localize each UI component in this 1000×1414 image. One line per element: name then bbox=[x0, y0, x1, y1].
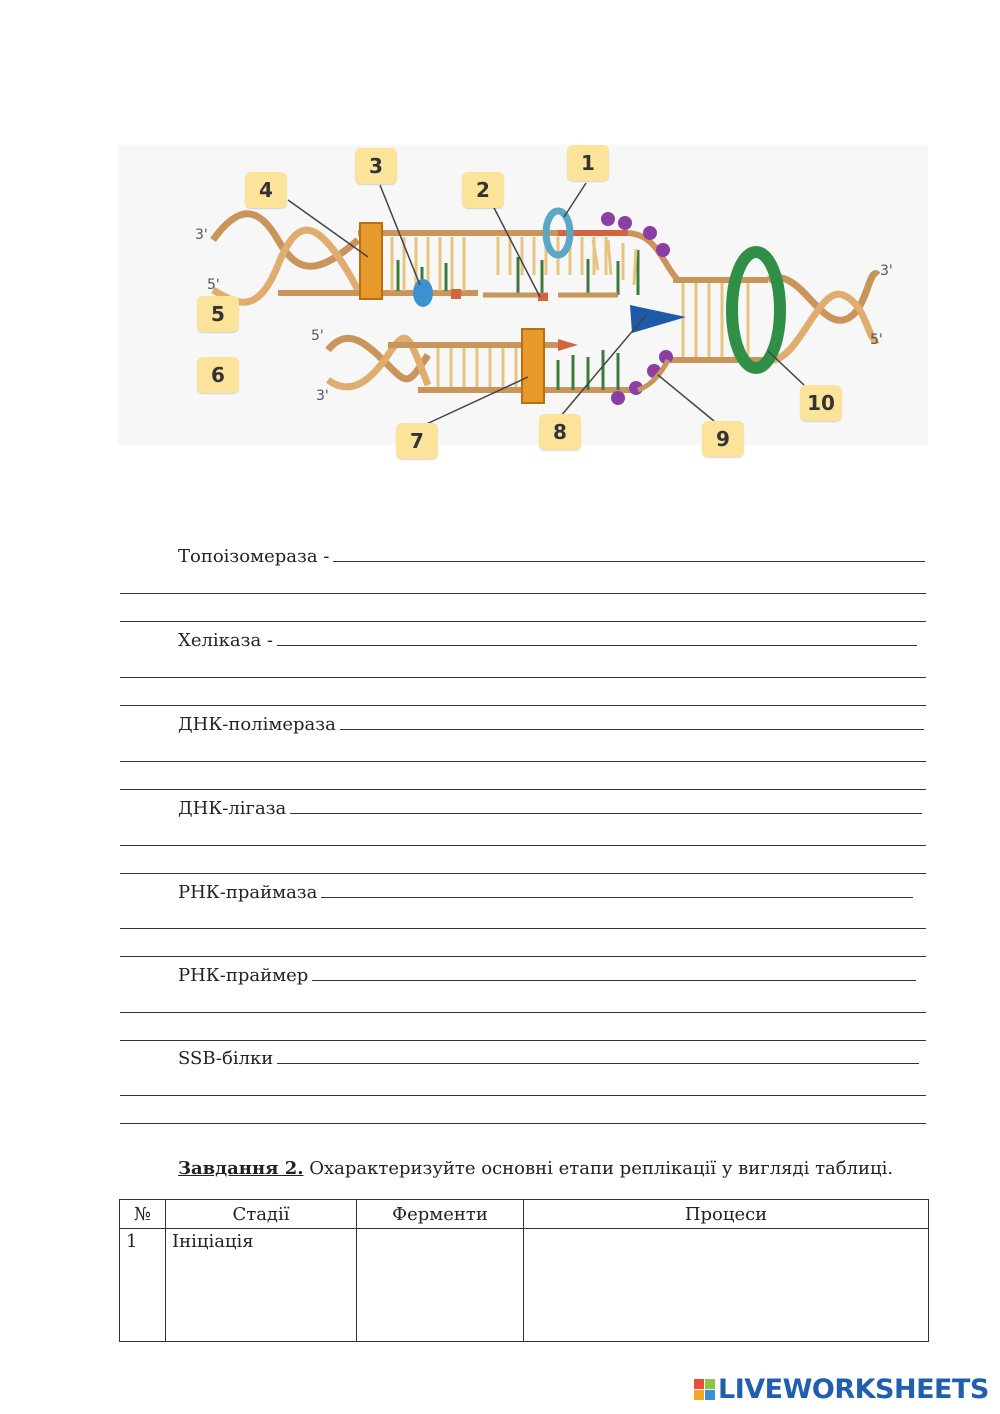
cell-processes[interactable] bbox=[524, 1229, 929, 1342]
answer-blank[interactable] bbox=[277, 1063, 919, 1064]
label-1: 1 bbox=[567, 145, 609, 181]
term-ssb-proteins bbox=[178, 1048, 919, 1069]
cell-stage: Ініціація bbox=[166, 1229, 357, 1342]
end-label-3-bottom-left: 3' bbox=[316, 388, 329, 404]
task-2-text: Охарактеризуйте основні етапи реплікації у вигляді таблиці. bbox=[303, 1158, 894, 1179]
end-label-5-top-left: 5' bbox=[207, 277, 220, 293]
term-rna-primer bbox=[178, 965, 916, 986]
answer-line[interactable] bbox=[120, 677, 926, 678]
term-label: Топоізомераза - bbox=[178, 546, 330, 567]
col-header-processes: Процеси bbox=[524, 1200, 929, 1229]
answer-line[interactable] bbox=[120, 1012, 926, 1013]
label-9: 9 bbox=[702, 421, 744, 457]
logo-mark-icon bbox=[694, 1379, 715, 1400]
end-label-5-right: 5' bbox=[870, 332, 883, 348]
task-2-heading: Завдання 2. bbox=[178, 1158, 304, 1179]
term-topoisomerase bbox=[178, 546, 925, 567]
term-label: РНК-праймаза bbox=[178, 882, 318, 903]
term-label: ДНК-полімераза bbox=[178, 714, 336, 735]
logo-text: LIVEWORKSHEETS bbox=[718, 1374, 989, 1405]
end-label-3-right: 3' bbox=[880, 263, 893, 279]
label-2: 2 bbox=[462, 172, 504, 208]
answer-blank[interactable] bbox=[290, 813, 922, 814]
term-label: SSB-білки bbox=[178, 1048, 274, 1069]
label-7: 7 bbox=[396, 423, 438, 459]
cell-number: 1 bbox=[120, 1229, 166, 1342]
label-4: 4 bbox=[245, 172, 287, 208]
answer-line[interactable] bbox=[120, 705, 926, 706]
answer-blank[interactable] bbox=[277, 645, 917, 646]
label-5: 5 bbox=[197, 296, 239, 332]
label-10: 10 bbox=[800, 385, 842, 421]
answer-line[interactable] bbox=[120, 1095, 926, 1096]
answer-blank[interactable] bbox=[321, 897, 913, 898]
dna-replication-diagram bbox=[118, 145, 928, 453]
answer-line[interactable] bbox=[120, 621, 926, 622]
cell-enzymes[interactable] bbox=[357, 1229, 524, 1342]
table-row bbox=[120, 1229, 929, 1342]
col-header-stages: Стадії bbox=[166, 1200, 357, 1229]
answer-blank[interactable] bbox=[333, 561, 925, 562]
answer-line[interactable] bbox=[120, 1123, 926, 1124]
task-2-instruction bbox=[178, 1158, 893, 1179]
answer-line[interactable] bbox=[120, 845, 926, 846]
end-label-5-bottom-left: 5' bbox=[311, 328, 324, 344]
answer-blank[interactable] bbox=[312, 980, 916, 981]
term-label: ДНК-лігаза bbox=[178, 798, 287, 819]
replication-table bbox=[119, 1199, 929, 1342]
term-label: РНК-праймер bbox=[178, 965, 309, 986]
answer-line[interactable] bbox=[120, 789, 926, 790]
label-3: 3 bbox=[355, 148, 397, 184]
term-dna-polymerase bbox=[178, 714, 924, 735]
term-label: Хеліказа - bbox=[178, 630, 273, 651]
col-header-number: № bbox=[120, 1200, 166, 1229]
table-header-row bbox=[120, 1200, 929, 1229]
answer-line[interactable] bbox=[120, 593, 926, 594]
answer-blank[interactable] bbox=[340, 729, 924, 730]
answer-line[interactable] bbox=[120, 761, 926, 762]
label-8: 8 bbox=[539, 414, 581, 450]
answer-line[interactable] bbox=[120, 873, 926, 874]
end-label-3-top-left: 3' bbox=[195, 227, 208, 243]
label-6: 6 bbox=[197, 357, 239, 393]
liveworksheets-logo bbox=[694, 1374, 989, 1405]
term-rna-primase bbox=[178, 882, 913, 903]
answer-line[interactable] bbox=[120, 956, 926, 957]
col-header-enzymes: Ферменти bbox=[357, 1200, 524, 1229]
answer-line[interactable] bbox=[120, 1040, 926, 1041]
term-dna-ligase bbox=[178, 798, 922, 819]
term-helicase bbox=[178, 630, 917, 651]
answer-line[interactable] bbox=[120, 928, 926, 929]
